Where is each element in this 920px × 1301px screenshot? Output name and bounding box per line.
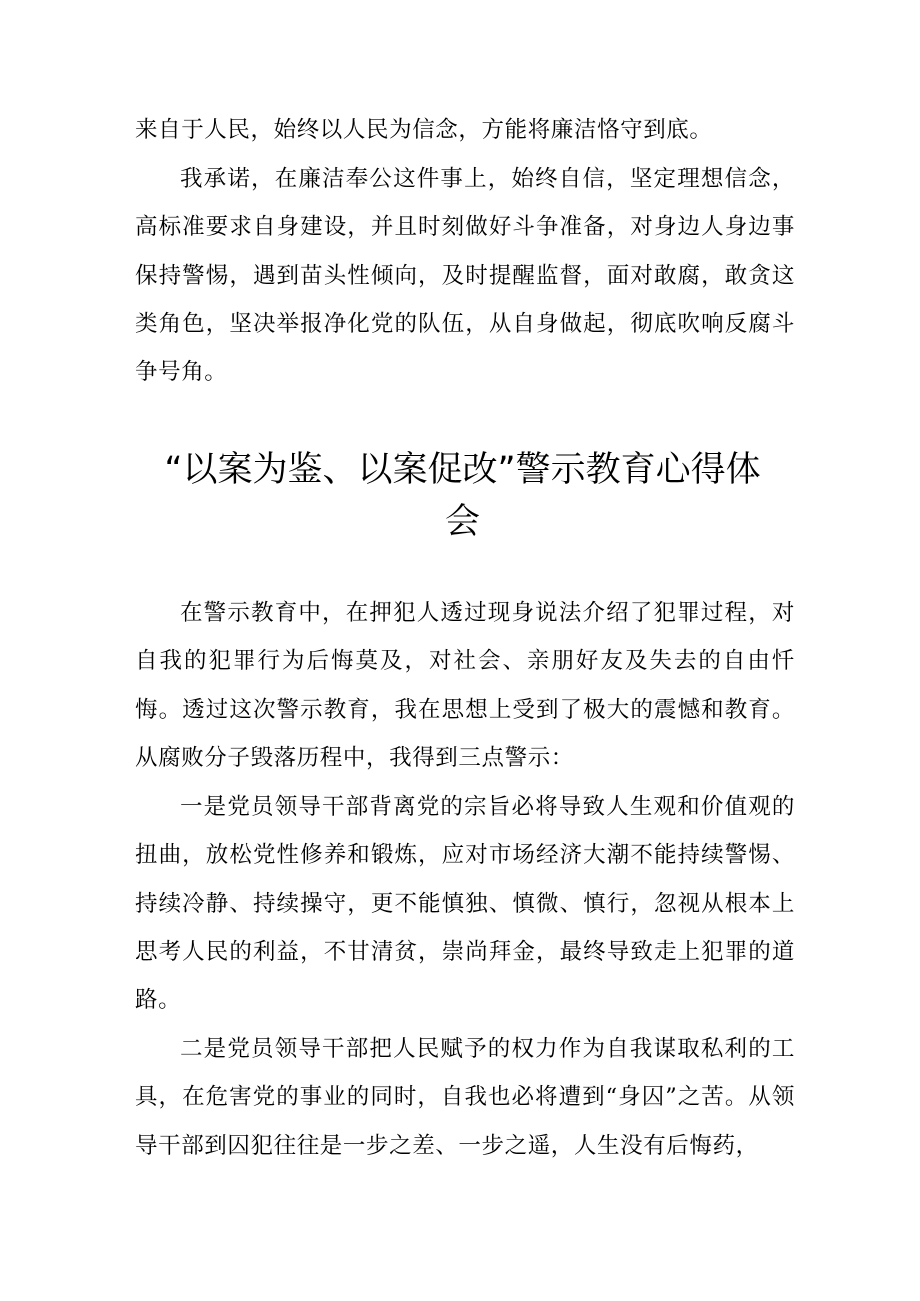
document-title: “以案为鉴、以案促改”警示教育心得体会 [164,450,761,542]
paragraph-pledge: 我承诺，在廉洁奉公这件事上，始终自信，坚定理想信念，高标准要求自身建设，并且时刻做好斗争准备，对身边人身边事保持警惕，遇到苗头性倾向，及时提醒监督，面对敢腐，敢贪这类角色，坚决举报净化党的队伍，从自身做起，彻底吹响反腐斗争号角。 [135,166,795,386]
paragraph-continuation: 来自于人民，始终以人民为信念，方能将廉洁恪守到底。 [135,117,713,143]
paragraph-intro: 在警示教育中，在押犯人透过现身说法介绍了犯罪过程，对自我的犯罪行为后悔莫及，对社会、亲朋好友及失去的自由忏悔。透过这次警示教育，我在思想上受到了极大的震憾和教育。从腐败分子毁落历程中，我得到三点警示： [135,600,795,771]
paragraph-warning-one: 一是党员领导干部背离党的宗旨必将导致人生观和价值观的扭曲，放松党性修养和锻炼，应对市场经济大潮不能持续警惕、持续冷静、持续操守，更不能慎独、慎微、慎行，忽视从根本上思考人民的利益，不甘清贫，崇尚拜金，最终导致走上犯罪的道路。 [135,794,795,1014]
paragraph-warning-two: 二是党员领导干部把人民赋予的权力作为自我谋取私利的工具，在危害党的事业的同时，自我也必将遭到“身囚”之苦。从领导干部到囚犯往往是一步之差、一步之遥，人生没有后悔药， [135,1036,795,1159]
